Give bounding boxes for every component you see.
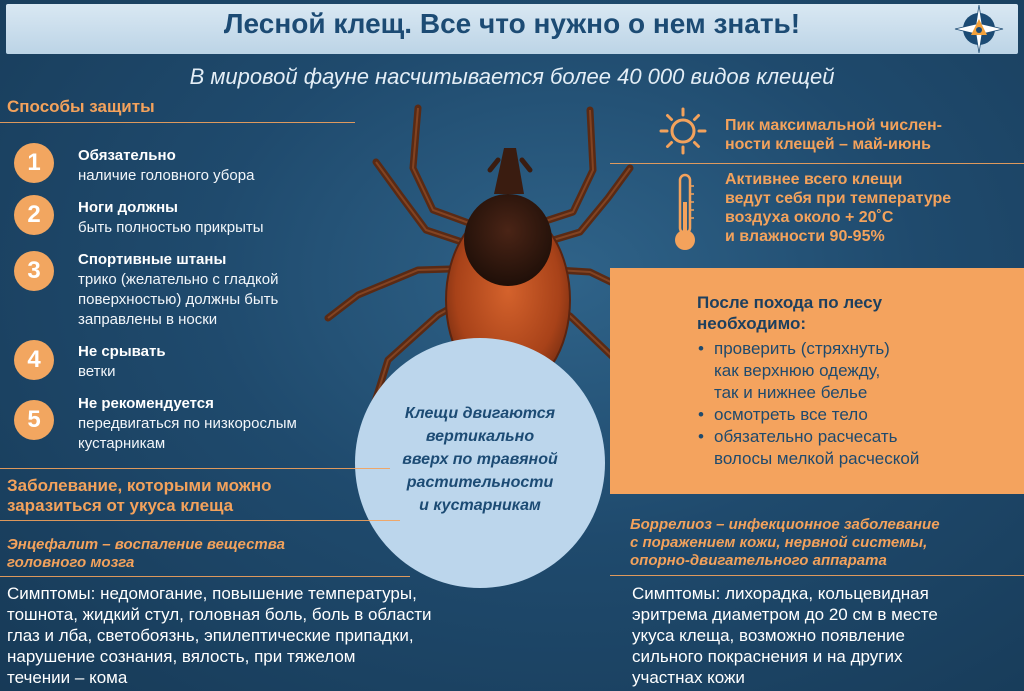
number-badge-2: 2	[14, 195, 54, 235]
facts-divider	[610, 163, 1024, 164]
encephalitis-title	[7, 536, 285, 572]
after-hike-item	[698, 338, 919, 404]
borreliosis-title-line: Боррелиоз – инфекционное заболевание	[630, 516, 940, 533]
circle-line: вверх по травяной	[402, 451, 558, 468]
protection-item-title: Не рекомендуется	[78, 395, 214, 412]
protection-item-3	[78, 250, 279, 330]
after-hike-line: так и нижнее белье	[714, 383, 868, 402]
borreliosis-title-line: опорно-двигательного аппарата	[630, 552, 887, 569]
symptom-line: тошнота, жидкий стул, головная боль, боль в области	[7, 605, 432, 624]
activity-fact-line: воздуха около + 20˚С	[725, 209, 894, 226]
protection-item-line: передвигаться по низкорослым	[78, 415, 297, 432]
after-hike-list	[698, 338, 919, 470]
peak-fact-line: Пик максимальной числен-	[725, 117, 942, 134]
number-badge-1: 1	[14, 143, 54, 183]
symptom-line: глаз и лба, светобоязнь, эпилептические припадки,	[7, 626, 414, 645]
after-hike-line: волосы мелкой расческой	[714, 449, 920, 468]
borreliosis-title	[630, 516, 940, 570]
protection-item-line: кустарникам	[78, 435, 166, 452]
emergency-ministry-emblem-icon	[954, 4, 1004, 54]
after-hike-line: • проверить (стряхнуть)	[714, 339, 890, 358]
subtitle: В мировой фауне насчитывается более 40 000 видов клещей	[189, 64, 835, 89]
protection-item-2	[78, 198, 264, 238]
page-title: Лесной клещ. Все что нужно о нем знать!	[223, 8, 801, 39]
after-hike-title-line: После похода по лесу	[697, 293, 883, 312]
protection-item-1	[78, 146, 254, 186]
activity-fact-line: ведут себя при температуре	[725, 190, 952, 207]
encephalitis-symptoms	[7, 583, 432, 688]
protection-item-4	[78, 342, 166, 382]
protection-item-line: трико (желательно с гладкой	[78, 271, 279, 288]
disease-heading-line: заразиться от укуса клеща	[7, 496, 234, 515]
encephalitis-rule	[0, 576, 410, 577]
encephalitis-title-line: Энцефалит – воспаление вещества	[7, 536, 285, 553]
symptom-line: участнах кожи	[632, 668, 745, 687]
peak-fact-line: ности клещей – май-июнь	[725, 136, 932, 153]
protection-heading: Способы защиты	[7, 97, 155, 116]
symptom-line: Симптомы: лихорадка, кольцевидная	[632, 584, 929, 603]
disease-heading-rule-bottom	[0, 520, 400, 521]
symptom-line: нарушение сознания, вялость, при тяжелом	[7, 647, 356, 666]
number-badge-5: 5	[14, 400, 54, 440]
after-hike-title	[697, 292, 882, 334]
peak-fact	[725, 116, 942, 154]
protection-item-line: заправлены в носки	[78, 311, 218, 328]
symptom-line: укуса клеща, возможно появление	[632, 626, 906, 645]
after-hike-line: • осмотреть все тело	[714, 405, 868, 424]
protection-item-line: ветки	[78, 363, 116, 380]
disease-heading-line: Заболевание, которыми можно	[7, 476, 272, 495]
number-badge-4: 4	[14, 340, 54, 380]
symptom-line: Симптомы: недомогание, повышение температуры,	[7, 584, 417, 603]
circle-line: Клещи двигаются	[404, 405, 556, 422]
symptom-line: эритрема диаметром до 20 см в месте	[632, 605, 938, 624]
protection-heading-rule	[0, 122, 355, 123]
protection-item-title: Спортивные штаны	[78, 251, 227, 268]
protection-item-line: наличие головного убора	[78, 167, 255, 184]
activity-fact-line: и влажности 90-95%	[725, 228, 885, 245]
borreliosis-title-line: с поражением кожи, нервной системы,	[630, 534, 928, 551]
protection-item-line: поверхностью) должны быть	[78, 291, 279, 308]
thermometer-icon	[672, 172, 698, 254]
sun-icon	[658, 106, 708, 156]
after-hike-line: как верхнюю одежду,	[714, 361, 881, 380]
protection-item-title: Ноги должны	[78, 199, 178, 216]
after-hike-item	[698, 404, 919, 426]
borreliosis-rule	[610, 575, 1024, 576]
protection-item-5	[78, 394, 297, 454]
disease-heading	[7, 476, 272, 516]
number-badge-3: 3	[14, 251, 54, 291]
after-hike-title-line: необходимо:	[697, 314, 807, 333]
after-hike-item	[698, 426, 919, 470]
disease-heading-rule-top	[0, 468, 390, 469]
after-hike-line: • обязательно расчесать	[714, 427, 898, 446]
borreliosis-symptoms	[632, 583, 938, 688]
circle-line: и кустарникам	[419, 497, 541, 514]
protection-item-title: Обязательно	[78, 147, 176, 164]
activity-fact-line: Активнее всего клещи	[725, 171, 903, 188]
activity-fact	[725, 170, 951, 246]
vertical-movement-text	[385, 402, 575, 517]
protection-item-title: Не срывать	[78, 343, 166, 360]
encephalitis-title-line: головного мозга	[7, 554, 135, 571]
protection-item-line: быть полностью прикрыты	[78, 219, 264, 236]
circle-line: растительности	[406, 474, 554, 491]
symptom-line: течении – кома	[7, 668, 128, 687]
symptom-line: сильного покраснения и на других	[632, 647, 903, 666]
circle-line: вертикально	[425, 428, 535, 445]
